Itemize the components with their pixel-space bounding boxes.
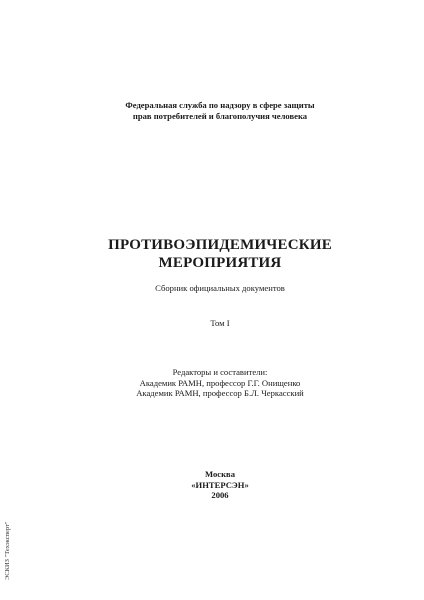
agency-line-2: прав потребителей и благополучия человека [132,111,308,121]
editor-2: Академик РАМН, профессор Б.Л. Черкасский [136,388,304,398]
document-subtitle: Сборник официальных документов [155,283,285,293]
volume-label: Том I [210,318,230,328]
publisher-year: 2006 [211,490,229,500]
publisher-block [8,469,424,501]
editors-block [8,367,424,399]
publisher-city: Москва [205,469,235,479]
publisher-name: «ИНТЕРСЭН» [191,479,249,490]
agency-name [8,100,424,122]
document-title [8,236,424,272]
title-line-2: МЕРОПРИЯТИЯ [158,255,282,271]
editor-1: Академик РАМН, профессор Г.Г. Онищенко [139,377,301,388]
editors-heading: Редакторы и составители: [172,367,268,377]
agency-line-1: Федеральная служба по надзору в сфере защиты [125,100,315,110]
side-watermark: ЭСКИЗ "Техэксперт" [4,521,11,580]
title-line-1: ПРОТИВОЭПИДЕМИЧЕСКИЕ [108,237,332,253]
